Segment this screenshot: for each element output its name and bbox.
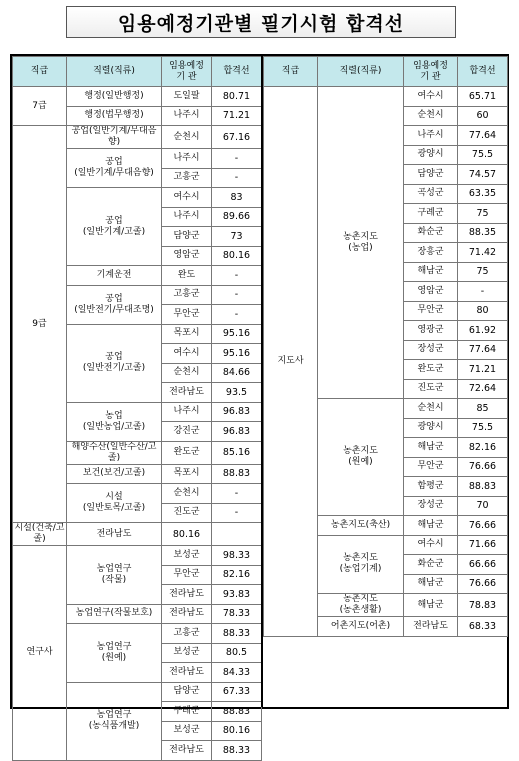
- cutoff-cell: 75: [458, 204, 508, 224]
- right-table: [263, 56, 508, 637]
- agency-cell: 영광군: [404, 321, 458, 341]
- series-cell: 해양수산(일반수산/고졸): [67, 441, 162, 464]
- agency-cell: 무안군: [162, 305, 212, 325]
- agency-cell: 전라남도: [404, 617, 458, 637]
- agency-cell: 전라남도: [162, 663, 212, 683]
- header-series: 직렬(직류): [318, 57, 404, 87]
- agency-cell: 구례군: [404, 204, 458, 224]
- series-cell: 농업 (일반농업/고졸): [67, 402, 162, 441]
- cutoff-cell: -: [212, 266, 262, 286]
- table-row: [13, 126, 262, 149]
- left-table: [12, 56, 262, 761]
- cutoff-cell: 96.83: [212, 422, 262, 442]
- agency-cell: 순천시: [162, 484, 212, 504]
- agency-cell: 전라남도: [162, 383, 212, 403]
- agency-cell: 고흥군: [162, 624, 212, 644]
- agency-cell: 장성군: [404, 496, 458, 516]
- agency-cell: 완도군: [162, 441, 212, 464]
- agency-cell: 광양시: [404, 145, 458, 165]
- cutoff-cell: 95.16: [212, 344, 262, 364]
- cutoff-cell: 88.83: [212, 702, 262, 722]
- header-agency: 임용예정 기 관: [404, 57, 458, 87]
- agency-cell: 전라남도: [67, 523, 162, 546]
- agency-cell: 순천시: [162, 126, 212, 149]
- agency-cell: 곡성군: [404, 184, 458, 204]
- agency-cell: 완도: [162, 266, 212, 286]
- agency-cell: 전라남도: [162, 585, 212, 605]
- agency-cell: 여수시: [404, 535, 458, 555]
- series-cell: 농촌지도 (농업기계): [318, 535, 404, 594]
- header-cutoff: 합격선: [458, 57, 508, 87]
- agency-cell: 함평군: [404, 477, 458, 497]
- agency-cell: 순천시: [404, 106, 458, 126]
- header-agency: 임용예정 기 관: [162, 57, 212, 87]
- header-grade: 직급: [13, 57, 67, 87]
- agency-cell: 여수시: [404, 87, 458, 107]
- series-cell: 공업 (일반전기/무대조명): [67, 285, 162, 324]
- cutoff-cell: 85.16: [212, 441, 262, 464]
- agency-cell: 장흥군: [404, 243, 458, 263]
- agency-cell: 도일팔: [162, 87, 212, 107]
- series-cell: 농업연구(작물보호): [67, 604, 162, 624]
- cutoff-cell: -: [458, 282, 508, 302]
- agency-cell: 무안군: [404, 301, 458, 321]
- cutoff-cell: -: [212, 503, 262, 523]
- cutoff-cell: 76.66: [458, 457, 508, 477]
- series-cell: 어촌지도(어촌): [318, 617, 404, 637]
- agency-cell: 장성군: [404, 340, 458, 360]
- agency-cell: 무안군: [162, 565, 212, 585]
- cutoff-cell: 98.33: [212, 546, 262, 566]
- series-cell: 공업 (일반전기/고졸): [67, 324, 162, 402]
- cutoff-cell: -: [212, 149, 262, 169]
- table-row: [13, 87, 262, 107]
- cutoff-cell: 71.66: [458, 535, 508, 555]
- cutoff-cell: 78.33: [212, 604, 262, 624]
- agency-cell: 보성군: [162, 721, 212, 741]
- agency-cell: 나주시: [162, 106, 212, 126]
- agency-cell: 목포시: [162, 464, 212, 484]
- table-row: [264, 87, 508, 107]
- agency-cell: 나주시: [404, 126, 458, 146]
- cutoff-cell: 72.64: [458, 379, 508, 399]
- cutoff-cell: 82.16: [458, 438, 508, 458]
- cutoff-cell: 80.71: [212, 87, 262, 107]
- cutoff-cell: 75.5: [458, 418, 508, 438]
- series-cell: 농업연구 (농식품개발): [67, 682, 162, 760]
- cutoff-tables: [10, 54, 509, 756]
- grade-cell: 연구사: [13, 546, 67, 761]
- cutoff-cell: 61.92: [458, 321, 508, 341]
- cutoff-cell: 88.33: [212, 624, 262, 644]
- cutoff-cell: 84.33: [212, 663, 262, 683]
- cutoff-cell: 76.66: [458, 516, 508, 536]
- agency-cell: 순천시: [404, 399, 458, 419]
- series-cell: 농업연구 (원예): [67, 624, 162, 683]
- cutoff-cell: 93.5: [212, 383, 262, 403]
- series-cell: 농촌지도(축산): [318, 516, 404, 536]
- agency-cell: 영암군: [404, 282, 458, 302]
- header-cutoff: 합격선: [212, 57, 262, 87]
- agency-cell: 보성군: [162, 643, 212, 663]
- agency-cell: 나주시: [162, 207, 212, 227]
- cutoff-cell: 71.21: [212, 106, 262, 126]
- agency-cell: 나주시: [162, 402, 212, 422]
- grade-cell: 7급: [13, 87, 67, 126]
- cutoff-cell: 71.42: [458, 243, 508, 263]
- cutoff-cell: 74.57: [458, 165, 508, 185]
- agency-cell: 보성군: [162, 546, 212, 566]
- series-cell: 공업 (일반기계/고졸): [67, 188, 162, 266]
- cutoff-cell: 88.35: [458, 223, 508, 243]
- cutoff-cell: 80: [458, 301, 508, 321]
- cutoff-cell: 88.33: [212, 741, 262, 761]
- agency-cell: 화순군: [404, 555, 458, 575]
- series-cell: 보건(보건/고졸): [67, 464, 162, 484]
- cutoff-cell: -: [212, 305, 262, 325]
- agency-cell: 순천시: [162, 363, 212, 383]
- series-cell: 시설(건축/고졸): [14, 523, 65, 544]
- cutoff-cell: 66.66: [458, 555, 508, 575]
- cutoff-cell: 77.64: [458, 340, 508, 360]
- agency-cell: 전라남도: [162, 604, 212, 624]
- cutoff-cell: 75.5: [458, 145, 508, 165]
- agency-cell: 완도군: [404, 360, 458, 380]
- header-grade: 직급: [264, 57, 318, 87]
- cutoff-cell: 67.33: [212, 682, 262, 702]
- cutoff-cell: 73: [212, 227, 262, 247]
- agency-cell: 여수시: [162, 344, 212, 364]
- cutoff-cell: 71.21: [458, 360, 508, 380]
- cutoff-cell: 70: [458, 496, 508, 516]
- cutoff-cell: 65.71: [458, 87, 508, 107]
- agency-cell: 해남군: [404, 574, 458, 594]
- cutoff-cell: 83: [212, 188, 262, 208]
- agency-cell: 해남군: [404, 594, 458, 617]
- cutoff-cell: -: [212, 285, 262, 305]
- table-row: [13, 523, 262, 546]
- series-cell: 행정(일반행정): [67, 87, 162, 107]
- header-series: 직렬(직류): [67, 57, 162, 87]
- cutoff-cell: 67.16: [212, 126, 262, 149]
- grade-cell: 9급: [13, 126, 67, 523]
- cutoff-cell: 75: [458, 262, 508, 282]
- agency-cell: 진도군: [404, 379, 458, 399]
- cutoff-cell: 88.83: [212, 464, 262, 484]
- agency-cell: 강진군: [162, 422, 212, 442]
- series-cell: 농업연구 (작물): [67, 546, 162, 605]
- title-box: [66, 6, 456, 38]
- cutoff-cell: -: [212, 484, 262, 504]
- cutoff-cell: -: [212, 168, 262, 188]
- cutoff-cell: 85: [458, 399, 508, 419]
- cutoff-cell: 95.16: [212, 324, 262, 344]
- agency-cell: 구례군: [162, 702, 212, 722]
- agency-cell: 진도군: [162, 503, 212, 523]
- agency-cell: 여수시: [162, 188, 212, 208]
- agency-cell: 담양군: [404, 165, 458, 185]
- series-cell: 행정(법무행정): [67, 106, 162, 126]
- cutoff-cell: 80.16: [162, 523, 212, 546]
- agency-cell: 고흥군: [162, 168, 212, 188]
- series-cell: 농촌지도 (농촌생활): [318, 594, 404, 617]
- header-row: [13, 57, 262, 87]
- cutoff-cell: 89.66: [212, 207, 262, 227]
- agency-cell: 해남군: [404, 438, 458, 458]
- agency-cell: 영암군: [162, 246, 212, 266]
- table-row: [13, 546, 262, 566]
- agency-cell: 무안군: [404, 457, 458, 477]
- cutoff-cell: 84.66: [212, 363, 262, 383]
- series-cell: 기계운전: [67, 266, 162, 286]
- series-cell: 농촌지도 (농업): [318, 87, 404, 399]
- agency-cell: 해남군: [404, 516, 458, 536]
- cutoff-cell: 68.33: [458, 617, 508, 637]
- agency-cell: 전라남도: [162, 741, 212, 761]
- cutoff-cell: 76.66: [458, 574, 508, 594]
- cutoff-cell: 78.83: [458, 594, 508, 617]
- cutoff-cell: 63.35: [458, 184, 508, 204]
- agency-cell: 고흥군: [162, 285, 212, 305]
- cutoff-cell: 80.16: [212, 721, 262, 741]
- cutoff-cell: 96.83: [212, 402, 262, 422]
- agency-cell: 목포시: [162, 324, 212, 344]
- cutoff-cell: 77.64: [458, 126, 508, 146]
- cutoff-cell: 93.83: [212, 585, 262, 605]
- cutoff-cell: 80.5: [212, 643, 262, 663]
- header-row: [264, 57, 508, 87]
- cutoff-cell: 82.16: [212, 565, 262, 585]
- agency-cell: 나주시: [162, 149, 212, 169]
- agency-cell: 화순군: [404, 223, 458, 243]
- grade-cell: 지도사: [264, 87, 318, 637]
- series-cell: 농촌지도 (원예): [318, 399, 404, 516]
- agency-cell: 담양군: [162, 227, 212, 247]
- series-cell: 공업(일반기계/무대음향): [67, 126, 162, 149]
- agency-cell: 광양시: [404, 418, 458, 438]
- agency-cell: 해남군: [404, 262, 458, 282]
- agency-cell: 담양군: [162, 682, 212, 702]
- cutoff-cell: 60: [458, 106, 508, 126]
- cutoff-cell: 88.83: [458, 477, 508, 497]
- series-cell: 공업 (일반기계/무대음향): [67, 149, 162, 188]
- series-cell: 시설 (일반토목/고졸): [67, 484, 162, 523]
- page-title: 임용예정기관별 필기시험 합격선: [117, 12, 405, 35]
- cutoff-cell: 80.16: [212, 246, 262, 266]
